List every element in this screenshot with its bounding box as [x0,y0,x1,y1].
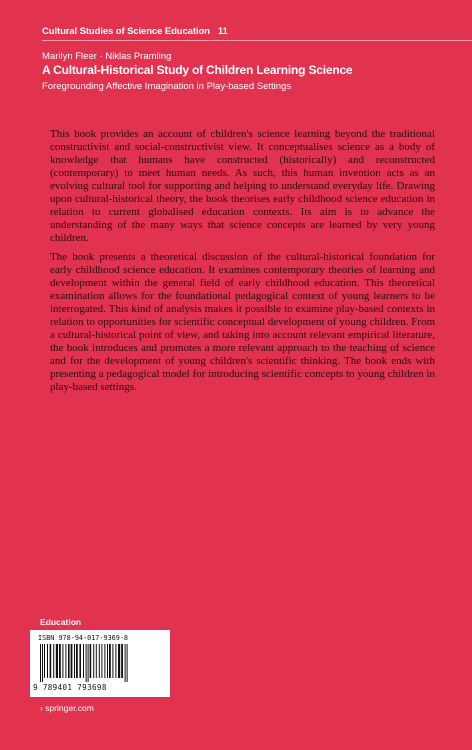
series-line [42,26,228,37]
barcode-icon [39,644,163,682]
isbn-text: ISBN 978-94-017-9369-8 [38,634,129,642]
subject-category: Education [40,617,82,627]
series-name: Cultural Studies of Science Education [42,26,210,37]
book-subtitle: Foregrounding Affective Imagination in Play-based Settings [42,81,292,92]
barcode-digits: 9 789401 793698 [33,683,107,692]
cover-header [0,0,472,108]
book-title: A Cultural-Historical Study of Children Learning Science [42,63,353,77]
authors: Marilyn Fleer · Niklas Pramling [42,51,172,62]
header-divider [42,40,472,41]
blurb [50,128,435,400]
blurb-paragraph-2: The book presents a theoretical discussion of the cultural-historical foundation for early childhood science education. It examines contemporary theories of learning and development within the general field of early childhood education. This theoretical examination allows for the foundational pedagogical context of young learners to be interrogated. This kind of analysis makes it possible to examine play-based contexts in relation to opportunities for scientific conceptual development of young children. From a cultural-historical point of view, and taking into account relevant empirical literature, the book introduces and promotes a more relevant approach to the teaching of science and for the development of young children's scientific thinking. The book ends with presenting a pedagogical model for introducing scientific concepts to young children in play-based settings. [50,251,435,393]
barcode-label [30,630,170,697]
series-number: 11 [217,26,228,37]
blurb-paragraph-1: This book provides an account of children's science learning beyond the traditional constructivist and social-constructivist view. It conceptualises science as a body of knowledge that humans have constructed (historically) and reconstructed (contemporary) to meet human needs. As such, this human invention acts as an evolving cultural tool for supporting and helping to understand everyday life. Drawing upon cultural-historical theory, the book theorises early childhood science education in relation to current globalised education contexts. Its aim is to advance the understanding of the many ways that science concepts are learned by very young children. [50,128,435,244]
publisher-website: › springer.com [40,703,94,713]
